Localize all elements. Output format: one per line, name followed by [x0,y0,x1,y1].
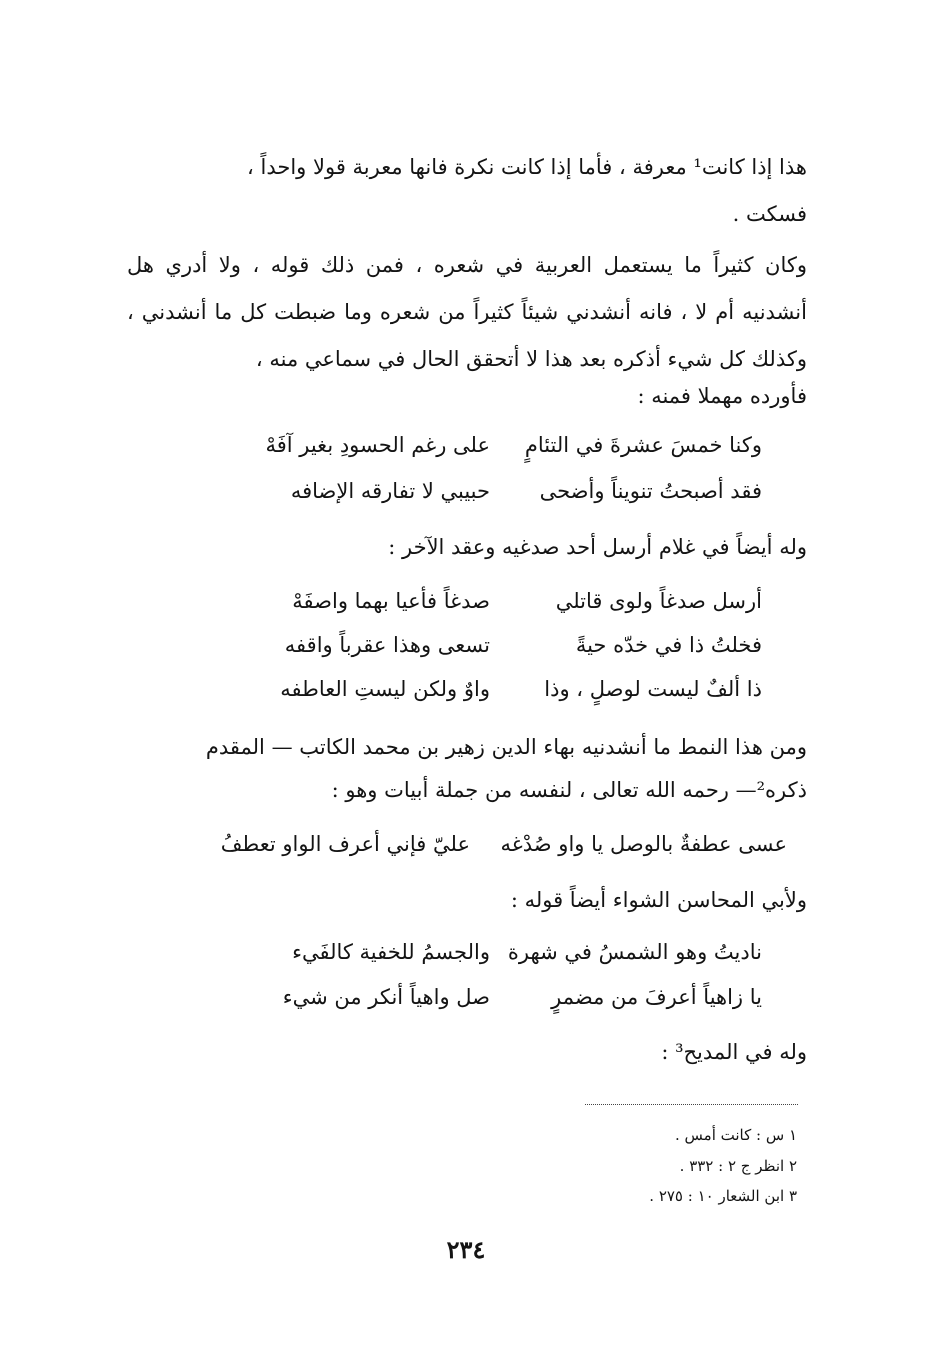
verse-6-second-hemistich: عليّ فإني أعرف الواو تعطفُ [220,832,470,856]
verse-6-first-hemistich: عسى عطفةٌ بالوصل يا واو صُدْغه [500,832,787,856]
footnote-1: ١ س : كانت أمس . [675,1126,797,1144]
paragraph-1-line-2: فسكت . [732,202,807,226]
paragraph-6: وله في المديح³ : [661,1040,807,1064]
verse-4-first-hemistich: فخلتُ ذا في خدّه حيةً [575,633,762,657]
paragraph-5: ولأبي المحاسن الشواء أيضاً قوله : [510,888,807,912]
verse-5-first-hemistich: ذا ألفٌ ليست لوصلٍ ، وذا [544,677,762,701]
paragraph-2-last-line: فأورده مهملا فمنه : [637,384,807,408]
verse-4-second-hemistich: تسعى وهذا عقرباً واقفه [284,633,490,657]
verse-1-second-hemistich: على رغم الحسودِ بغير آفَهْ [265,433,490,457]
verse-2-first-hemistich: فقد أصبحتُ تنويناً وأضحى [539,479,762,503]
footnote-divider [585,1104,798,1105]
verse-2-second-hemistich: حبيبي لا تفارقه الإضافه [290,479,490,503]
verse-1-first-hemistich: وكنا خمسَ عشرةَ في التئامٍ [524,433,762,457]
paragraph-2: وكان كثيراً ما يستعمل العربية في شعره ، فمن ذلك قوله ، ولا أدري هل أنشدنيه أم لا ، فانه أنشدني شيئاً كثيراً من شعره وما ضبطت كل ما أنشدني ، وكذلك كل شيء أذكره بعد هذا لا أتحقق الحال في سماعي منه ، [127,253,807,371]
footnote-2: ٢ انظر ج ٢ : ٣٣٢ . [679,1157,797,1175]
verse-8-first-hemistich: يا زاهياً أعرفَ من مضمرٍ [551,985,762,1009]
paragraph-4-line-2: ذكره²— رحمه الله تعالى ، لنفسه من جملة أبيات وهو : [331,778,807,802]
paragraph-4-line-1: ومن هذا النمط ما أنشدنيه بهاء الدين زهير بن محمد الكاتب — المقدم [205,735,807,759]
verse-3-first-hemistich: أرسل صدغاً ولوى قاتلي [555,589,762,613]
paragraph-1-line-1: هذا إذا كانت¹ معرفة ، فأما إذا كانت نكرة فانها معربة قولا واحداً ، [247,155,807,179]
verse-8-second-hemistich: صل واهياً أنكر من شيء [282,985,490,1009]
verse-3-second-hemistich: صدغاً فأعيا بهما واصفَهْ [292,589,490,613]
verse-7-second-hemistich: والجسمُ للخفية كالفَيء [292,940,490,964]
footnote-3: ٣ ابن الشعار ١٠ : ٢٧٥ . [649,1187,797,1205]
verse-5-second-hemistich: واوٌ ولكن ليستِ العاطفه [280,677,490,701]
page-number: ٢٣٤ [446,1235,486,1264]
verse-7-first-hemistich: ناديتُ وهو الشمسُ في شهرة [507,940,762,964]
paragraph-3: وله أيضاً في غلام أرسل أحد صدغيه وعقد الآخر : [388,535,807,559]
